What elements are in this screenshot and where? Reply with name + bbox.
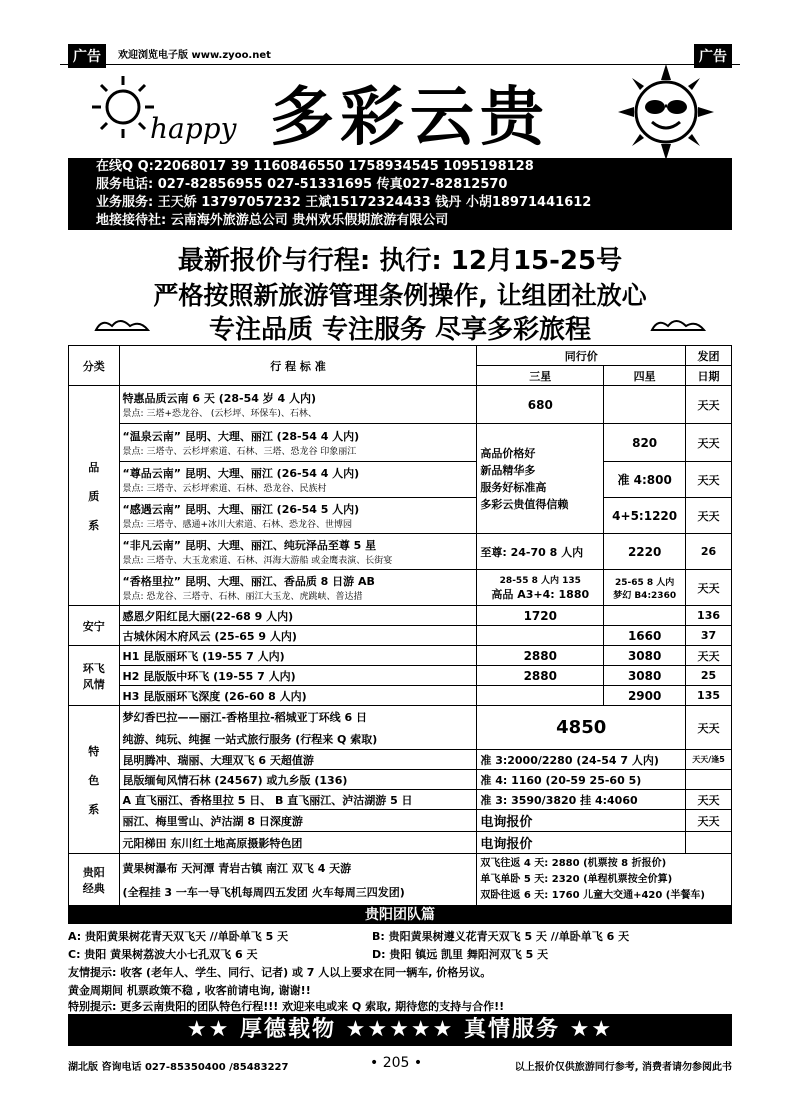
page-number: • 205 • [370,1055,423,1071]
headline-slogan: 专注品质 专注服务 尽享多彩旅程 [208,315,592,345]
quality-note: 高品价格好 新品精华多 服务好标准高 多彩云贵值得信赖 [477,424,604,534]
empty-cell [604,386,686,424]
category-guiyang: 贵阳 经典 [69,854,120,906]
ad-tag-left: 广告 [68,44,106,68]
group-line-b: B: 贵阳黄果树遵义花青天双飞 5 天 //单卧单飞 6 天 [372,930,630,943]
footer-disclaimer: 以上报价仅供旅游同行参考, 消费者请勿参阅此书 [514,1062,732,1073]
service-phone: 服务电话: 027-82856955 027-51331695 传真027-82812570 [96,177,508,192]
table-row: “温泉云南” 昆明、大理、丽江 (28-54 4 人内) 景点: 三塔寺、云杉坪索道、石林、三塔、恐龙谷 印象丽江 [119,424,477,462]
friendly-tip: 友情提示: 收客 (老年人、学生、同行、记者) 或 7 人以上要求在同一辆车, 价格另议。 [68,966,492,979]
table-row: “感遇云南” 昆明、大理、丽江 (26-54 5 人内) 景点: 三塔寺、感通+冰川大索道、石林、恐龙谷、世博园 [119,498,477,534]
sun-icon [88,72,158,142]
happy-script: happy [150,112,237,145]
group-line-c: C: 贵阳 黄果树荔波大小七孔双飞 6 天 [68,948,258,961]
group-line-d: D: 贵阳 镇远 凯里 舞阳河双飞 5 天 [372,948,549,961]
category-ring-flight: 环飞 风情 [69,646,120,706]
table-row: 黄果树瀑布 天河潭 青岩古镇 南江 双飞 4 天游 (全程挂 3 一车一导飞机每周四五发团 火车每周三四发团) [119,854,477,906]
category-anning: 安宁 [69,606,120,646]
table-row: 感恩夕阳红昆大丽(22-68 9 人内) [119,606,477,626]
business-service: 业务服务: 王天娇 13797057232 王斌15172324433 钱丹 小胡18971441612 [96,195,592,210]
header-price: 同行价 [477,346,686,366]
table-row: “香格里拉” 昆明、大理、丽江、香品质 8 日游 AB 景点: 恐龙谷、三塔寺、石林、丽江大玉龙、虎跳峡、普达措 [119,570,477,606]
table-row: 丽江、梅里雪山、泸沽湖 8 日深度游 [119,810,477,832]
header-category: 分类 [69,346,120,386]
ad-tag-right: 广告 [694,44,732,68]
sun-sunglasses-icon [616,62,716,162]
header-departure-1: 发团 [686,346,732,366]
group-line-a: A: 贵阳黄果树花青天双飞天 //单卧单飞 5 天 [68,930,289,943]
category-special: 特 色 系 [69,706,120,854]
price-table: 分类 行 程 标 准 同行价 发团 三星 四星 日期 品 质 系 特惠品质云南 6 天 (28-54 岁 4 人内) 景点: 三塔+恐龙谷、 (云杉坪、环保车)、石林、 680 天天 “温泉云南” 昆明、大理、丽江 (28-54 4 人内) 景点: 三塔寺、云杉坪索道、石林、三塔、恐龙谷 印象丽江 高品价格好 新品精华多 服务好标准高 多彩云贵值得信赖 820 天天 “尊品云南” 昆明、大理、丽江 (26-54 4 人内) 景点: 三塔寺、云杉坪索道、石林、恐龙谷、民族村 准 4:800 天天 “感遇云南” 昆明、大理、丽江 (26-54 5 人内) 景点: 三塔寺、感通+冰川大索道、石林、恐龙谷、世博园 4+5:1220 天天 “非凡云南” 昆明、大理、丽江、纯玩泽品至尊 5 星 景点: 三塔寺、大玉龙索道、石林、洱海大游船 或金鹰表演、长街宴 至尊: 24-70 8 人内 2220 26 “香格里拉” 昆明、大理、丽江、香品质 8 日游 AB 景点: 恐龙谷、三塔寺、石林、丽江大玉龙、虎跳峡、普达措 28-55 8 人内 135 高品 A3+4: 1880 25-65 8 人内 梦幻 B4:2360 天天 安宁 感恩夕阳红昆大丽(22-68 9 人内) 1720 136 古城休闲木府风云 (25-65 9 人内) 1660 37 环飞 风情 H1 昆版丽环飞 (19-55 7 人内) 2880 3080 天天 H2 昆版版中环飞 (19-55 7 人内) 2880 3080 25 H3 昆版丽环飞深度 (26-60 8 人内) 2900 135 特 色 系 梦幻香巴拉——丽江-香格里拉-稻城亚丁环线 6 日 纯游、纯玩、纯握 一站式旅行服务 (行程来 Q 索取) 4850 天天 昆明腾冲、瑞丽、大理双飞 6 天超值游 准 3:2000/2280 (24-54 7 人内) 天天/逢5 昆版缅甸风情石林 (24567) 或九乡版 (136) 准 4: 1160 (20-59 25-60 5) A 直飞丽江、香格里拉 5 日、 B 直飞丽江、泸沽湖游 5 日 准 3: 3590/3820 挂 4:4060 天天 丽江、梅里雪山、泸沽湖 8 日深度游 电询报价 天天 元阳梯田 东川红土地高原摄影特色团 电询报价 贵阳 经典 黄果树瀑布 天河潭 青岩古镇 南江 双飞 4 天游 (全程挂 3 一车一导飞机每周四五发团 火车每周三四发团) 双飞往返 4 天: 2880 (机票按 8 折报价) 单飞单卧 5 天: 2320 (单程机票按全价算) 双卧往返 6 天: 1760 儿童大交通+420 (半餐车) [68,345,732,906]
table-row: “非凡云南” 昆明、大理、丽江、纯玩泽品至尊 5 星 景点: 三塔寺、大玉龙索道、石林、洱海大游船 或金鹰表演、长街宴 [119,534,477,570]
header-3star: 三星 [477,366,604,386]
headline-prices: 最新报价与行程: 执行: 12月15-25号 [177,246,623,276]
table-row: 古城休闲木府风云 (25-65 9 人内) [119,626,477,646]
online-qq: 在线Q Q:22068017 39 1160846550 1758934545 1095198128 [96,159,534,174]
table-row: H3 昆版丽环飞深度 (26-60 8 人内) [119,686,477,706]
table-row: 梦幻香巴拉——丽江-香格里拉-稻城亚丁环线 6 日 纯游、纯玩、纯握 一站式旅行服务 (行程来 Q 索取) [119,706,477,750]
group-section-title: 贵阳团队篇 [68,906,732,924]
right-cloud-ornament-icon [648,314,708,338]
contact-info-box [68,158,732,230]
table-row: 昆明腾冲、瑞丽、大理双飞 6 天超值游 [119,750,477,770]
local-agency: 地接接待社: 云南海外旅游总公司 贵州欢乐假期旅游有限公司 [96,213,449,228]
slogan-banner: ★★ 厚德载物 ★★★★★ 真情服务 ★★ [68,1014,732,1046]
headline-rules: 严格按照新旅游管理条例操作, 让组团社放心 [153,281,647,310]
table-row: 昆版缅甸风情石林 (24567) 或九乡版 (136) [119,770,477,790]
category-quality: 品 质 系 [69,386,120,606]
table-row: H1 昆版丽环飞 (19-55 7 人内) [119,646,477,666]
footer-phone: 湖北版 咨询电话 027-85350400 /85483227 [68,1062,289,1073]
table-row: H2 昆版版中环飞 (19-55 7 人内) [119,666,477,686]
table-row: “尊品云南” 昆明、大理、丽江 (26-54 4 人内) 景点: 三塔寺、云杉坪索道、石林、恐龙谷、民族村 [119,462,477,498]
table-row: 元阳梯田 东川红土地高原摄影特色团 [119,832,477,854]
header-route: 行 程 标 准 [119,346,477,386]
welcome-text: 欢迎浏览电子版 www.zyoo.net [118,50,271,61]
special-tip: 特别提示: 更多云南贵阳的团队特色行程!!! 欢迎来电或来 Q 索取, 期待您的支持与合作!! [68,1000,505,1013]
golden-week-tip: 黄金周期间 机票政策不稳 , 收客前请电询, 谢谢!! [68,984,311,997]
table-row: 特惠品质云南 6 天 (28-54 岁 4 人内) 景点: 三塔+恐龙谷、 (云杉坪、环保车)、石林、 [119,386,477,424]
price-cell: 680 [477,386,604,424]
header-departure-2: 日期 [686,366,732,386]
table-row: A 直飞丽江、香格里拉 5 日、 B 直飞丽江、泸沽湖游 5 日 [119,790,477,810]
page-title: 多彩云贵 [270,80,550,155]
header-4star: 四星 [604,366,686,386]
